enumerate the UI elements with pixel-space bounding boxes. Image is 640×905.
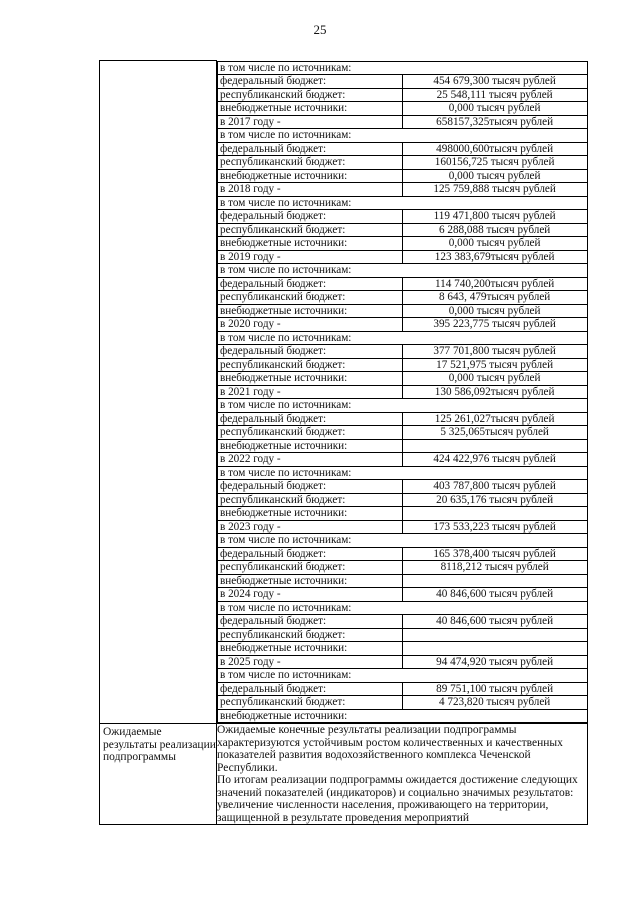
results-text-cell <box>217 724 588 825</box>
funding-label-cell <box>100 61 217 724</box>
page-number: 25 <box>313 22 327 37</box>
funding-row-label: республиканский бюджет: <box>218 156 403 170</box>
funding-table-body <box>218 61 588 723</box>
funding-row <box>218 291 588 305</box>
funding-row-label: республиканский бюджет: <box>218 628 403 642</box>
funding-row-label: в 2021 году - <box>218 385 403 399</box>
funding-row-value: 658157,325тысяч рублей <box>402 115 587 129</box>
funding-row <box>218 493 588 507</box>
funding-row <box>218 669 588 683</box>
funding-row-label: в 2024 году - <box>218 588 403 602</box>
funding-row-value: 173 533,223 тысяч рублей <box>402 520 587 534</box>
funding-row-label: в 2025 году - <box>218 655 403 669</box>
funding-row <box>218 196 588 210</box>
funding-row <box>218 412 588 426</box>
funding-row <box>218 642 588 656</box>
funding-row <box>218 534 588 548</box>
funding-row-value <box>402 507 587 521</box>
funding-row-value: 114 740,200тысяч рублей <box>402 277 587 291</box>
funding-row-value: 6 288,088 тысяч рублей <box>402 223 587 237</box>
funding-row <box>218 61 588 75</box>
funding-row-value: 424 422,976 тысяч рублей <box>402 453 587 467</box>
funding-row <box>218 264 588 278</box>
funding-row <box>218 399 588 413</box>
funding-row-value: 4 723,820 тысяч рублей <box>402 696 587 710</box>
funding-row-value: 0,000 тысяч рублей <box>402 169 587 183</box>
funding-row <box>218 250 588 264</box>
funding-row-value: 94 474,920 тысяч рублей <box>402 655 587 669</box>
funding-row-label: внебюджетные источники: <box>218 169 403 183</box>
funding-row-value <box>402 628 587 642</box>
funding-row-label: в том числе по источникам: <box>218 669 588 683</box>
results-label-cell <box>100 724 217 825</box>
funding-row-value: 160156,725 тысяч рублей <box>402 156 587 170</box>
funding-row-label: федеральный бюджет: <box>218 682 403 696</box>
funding-row-label: внебюджетные источники: <box>218 574 403 588</box>
funding-row-label: в 2022 году - <box>218 453 403 467</box>
funding-row-value: 25 548,111 тысяч рублей <box>402 88 587 102</box>
funding-row <box>218 588 588 602</box>
results-label: Ожидаемые результаты реализации подпрограммы <box>103 726 216 763</box>
funding-row-value: 89 751,100 тысяч рублей <box>402 682 587 696</box>
funding-row-value: 40 846,600 тысяч рублей <box>402 588 587 602</box>
funding-row <box>218 507 588 521</box>
funding-row-value <box>402 574 587 588</box>
funding-row-value: 5 325,065тысяч рублей <box>402 426 587 440</box>
funding-row <box>218 628 588 642</box>
funding-row-label: федеральный бюджет: <box>218 210 403 224</box>
funding-row-label: внебюджетные источники: <box>218 439 403 453</box>
funding-row <box>218 304 588 318</box>
funding-row <box>218 183 588 197</box>
funding-row-value: 8118,212 тысяч рублей <box>402 561 587 575</box>
funding-row-label: в 2017 году - <box>218 115 403 129</box>
funding-row-label: федеральный бюджет: <box>218 412 403 426</box>
funding-row-label: в том числе по источникам: <box>218 331 588 345</box>
funding-row-value: 125 261,027тысяч рублей <box>402 412 587 426</box>
results-paragraph: увеличение численности населения, проживающего на территории, защищенной в результате проведения мероприятий <box>217 799 549 824</box>
funding-row-label: федеральный бюджет: <box>218 547 403 561</box>
funding-row <box>218 615 588 629</box>
funding-row-label: в том числе по источникам: <box>218 534 588 548</box>
funding-row <box>218 277 588 291</box>
funding-row-value: 119 471,800 тысяч рублей <box>402 210 587 224</box>
funding-row-label: внебюджетные источники: <box>218 709 588 723</box>
funding-row-value: 395 223,775 тысяч рублей <box>402 318 587 332</box>
funding-row-value: 40 846,600 тысяч рублей <box>402 615 587 629</box>
funding-row-value: 498000,600тысяч рублей <box>402 142 587 156</box>
funding-row-value: 454 679,300 тысяч рублей <box>402 75 587 89</box>
funding-row <box>218 358 588 372</box>
funding-row-label: в том числе по источникам: <box>218 399 588 413</box>
funding-row <box>218 318 588 332</box>
funding-row <box>218 682 588 696</box>
funding-row-value: 125 759,888 тысяч рублей <box>402 183 587 197</box>
funding-row <box>218 385 588 399</box>
funding-row-label: в том числе по источникам: <box>218 466 588 480</box>
funding-row-value: 0,000 тысяч рублей <box>402 304 587 318</box>
funding-row-label: республиканский бюджет: <box>218 493 403 507</box>
funding-row-label: республиканский бюджет: <box>218 561 403 575</box>
funding-row-label: республиканский бюджет: <box>218 88 403 102</box>
funding-row <box>218 223 588 237</box>
funding-row-label: в том числе по источникам: <box>218 61 588 75</box>
funding-row-value: 17 521,975 тысяч рублей <box>402 358 587 372</box>
funding-row <box>218 574 588 588</box>
funding-row-value: 0,000 тысяч рублей <box>402 102 587 116</box>
funding-row-label: внебюджетные источники: <box>218 304 403 318</box>
funding-row-label: внебюджетные источники: <box>218 237 403 251</box>
funding-row <box>218 345 588 359</box>
funding-row-value: 403 787,800 тысяч рублей <box>402 480 587 494</box>
funding-row-value: 20 635,176 тысяч рублей <box>402 493 587 507</box>
funding-row-label: федеральный бюджет: <box>218 142 403 156</box>
funding-row-label: в том числе по источникам: <box>218 601 588 615</box>
funding-row <box>218 466 588 480</box>
funding-row-label: федеральный бюджет: <box>218 345 403 359</box>
funding-row-value <box>402 642 587 656</box>
funding-row <box>218 88 588 102</box>
funding-row-label: в том числе по источникам: <box>218 196 588 210</box>
funding-row-label: федеральный бюджет: <box>218 480 403 494</box>
funding-row-label: республиканский бюджет: <box>218 223 403 237</box>
funding-row <box>218 709 588 723</box>
funding-row <box>218 210 588 224</box>
funding-row <box>218 169 588 183</box>
funding-row <box>218 453 588 467</box>
funding-row-label: внебюджетные источники: <box>218 507 403 521</box>
funding-row <box>218 75 588 89</box>
funding-row <box>218 601 588 615</box>
funding-row <box>218 561 588 575</box>
funding-row <box>218 331 588 345</box>
funding-row <box>218 520 588 534</box>
funding-row-label: в 2023 году - <box>218 520 403 534</box>
funding-row-label: в 2020 году - <box>218 318 403 332</box>
funding-row-label: в 2019 году - <box>218 250 403 264</box>
funding-row <box>218 439 588 453</box>
funding-row <box>218 115 588 129</box>
funding-row <box>218 655 588 669</box>
funding-row <box>218 142 588 156</box>
funding-row <box>218 372 588 386</box>
passport-table <box>99 60 588 825</box>
funding-row-value: 123 383,679тысяч рублей <box>402 250 587 264</box>
funding-row-label: в 2018 году - <box>218 183 403 197</box>
funding-row <box>218 156 588 170</box>
funding-row-label: республиканский бюджет: <box>218 696 403 710</box>
funding-row-label: в том числе по источникам: <box>218 129 588 143</box>
funding-row-label: внебюджетные источники: <box>218 642 403 656</box>
results-section <box>100 724 588 825</box>
results-paragraph: По итогам реализации подпрограммы ожидается достижение следующих значений показателей (индикаторов) и социально значимых результатов: <box>217 774 578 799</box>
funding-row <box>218 237 588 251</box>
funding-row-label: федеральный бюджет: <box>218 277 403 291</box>
funding-row-value: 377 701,800 тысяч рублей <box>402 345 587 359</box>
funding-row-value <box>402 439 587 453</box>
funding-values-cell <box>217 61 588 724</box>
funding-row <box>218 696 588 710</box>
funding-row-value: 0,000 тысяч рублей <box>402 372 587 386</box>
funding-row-label: в том числе по источникам: <box>218 264 588 278</box>
funding-row <box>218 129 588 143</box>
funding-row-label: федеральный бюджет: <box>218 615 403 629</box>
funding-row-label: внебюджетные источники: <box>218 102 403 116</box>
results-paragraph: Ожидаемые конечные результаты реализации подпрограммы характеризуются устойчивым ростом количественных и качественных показателей развития водохозяйственного комплекса Чеченской Республики. <box>217 724 563 774</box>
funding-row-value: 8 643, 479тысяч рублей <box>402 291 587 305</box>
funding-row-label: внебюджетные источники: <box>218 372 403 386</box>
funding-row-value: 0,000 тысяч рублей <box>402 237 587 251</box>
funding-table <box>217 61 588 724</box>
funding-row-label: республиканский бюджет: <box>218 426 403 440</box>
funding-row-value: 130 586,092тысяч рублей <box>402 385 587 399</box>
funding-row <box>218 426 588 440</box>
funding-row-value: 165 378,400 тысяч рублей <box>402 547 587 561</box>
funding-row <box>218 480 588 494</box>
funding-section <box>100 61 588 724</box>
funding-row <box>218 547 588 561</box>
funding-row <box>218 102 588 116</box>
funding-row-label: федеральный бюджет: <box>218 75 403 89</box>
funding-row-label: республиканский бюджет: <box>218 358 403 372</box>
funding-row-label: республиканский бюджет: <box>218 291 403 305</box>
